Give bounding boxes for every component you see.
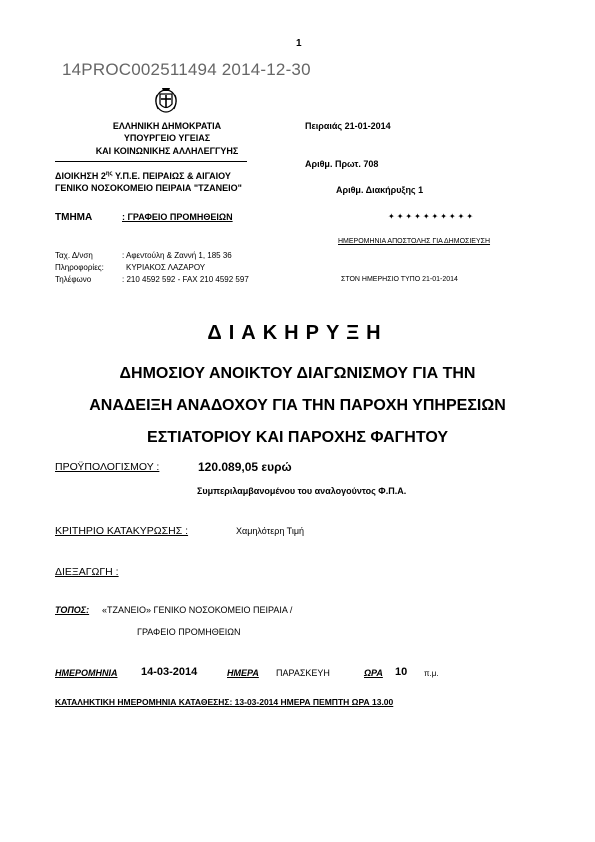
department-label: ΤΜΗΜΑ	[55, 212, 93, 223]
place-label: ΤΟΠΟΣ:	[55, 605, 90, 615]
subtitle-line-3: ΕΣΤΙΑΤΟΡΙΟΥ ΚΑΙ ΠΑΡΟΧΗΣ ΦΑΓΗΤΟΥ	[147, 429, 448, 446]
header-divider	[55, 161, 247, 162]
time-label: ΩΡΑ	[364, 668, 383, 678]
submission-deadline: ΚΑΤΑΛΗΚΤΙΚΗ ΗΜΕΡΟΜΗΝΙΑ ΚΑΤΑΘΕΣΗΣ: 13-03-2014 ΗΜΕΡΑ ΠΕΜΠΤΗ ΩΡΑ 13.00	[55, 697, 394, 707]
phone-label: Τηλέφωνο	[55, 275, 92, 284]
criterion-value: Χαμηλότερη Τιμή	[236, 526, 305, 536]
budget-value: 120.089,05 ευρώ	[198, 460, 292, 474]
header-line-administration: ΔΙΟΙΚΗΣΗ $2^{\eta\varsigma}$ Υ.Π.Ε. ΠΕΙΡΑΙΩΣ & ΑΙΓΑΙΟΥ	[55, 171, 231, 181]
budget-note: Συμπεριλαμβανομένου του αναλογούντος Φ.Π.Α.	[197, 486, 407, 496]
decorative-stars: ✦✦✦✦✦✦✦✦✦✦	[388, 212, 476, 221]
subtitle-line-1: ΔΗΜΟΣΙΟΥ ΑΝΟΙΚΤΟΥ ΔΙΑΓΩΝΙΣΜΟΥ ΓΙΑ ΤΗΝ	[119, 365, 476, 382]
document-stamp: 14PROC002511494 2014-12-30	[62, 60, 311, 79]
date-label: ΗΜΕΡΟΜΗΝΙΑ	[55, 668, 118, 678]
date-value: 14-03-2014	[141, 666, 198, 678]
subtitle-line-2: ΑΝΑΔΕΙΞΗ ΑΝΑΔΟΧΟΥ ΓΙΑ ΤΗΝ ΠΑΡΟΧΗ ΥΠΗΡΕΣΙΩΝ	[89, 397, 506, 414]
place-value-1: «ΤΖΑΝΕΙΟ» ΓΕΝΙΚΟ ΝΟΣΟΚΟΜΕΙΟ ΠΕΙΡΑΙΑ /	[102, 605, 293, 615]
header-line-ministry: ΥΠΟΥΡΓΕΙΟ ΥΓΕΙΑΣ	[123, 133, 211, 143]
info-value: ΚΥΡΙΑΚΟΣ ΛΑΖΑΡΟΥ	[126, 263, 206, 272]
coat-of-arms-icon	[150, 84, 182, 116]
day-value: ΠΑΡΑΣΚΕΥΗ	[276, 668, 330, 678]
day-label: ΗΜΕΡΑ	[227, 668, 259, 678]
address-label: Ταχ. Δ/νση	[55, 251, 93, 260]
document-date: Πειραιάς 21-01-2014	[305, 121, 391, 131]
address-value: : Αφεντούλη & Ζαννή 1, 185 36	[122, 251, 232, 260]
header-line-republic: ΕΛΛΗΝΙΚΗ ΔΗΜΟΚΡΑΤΙΑ	[112, 121, 222, 131]
header-line-solidarity: ΚΑΙ ΚΟΙΝΩΝΙΚΗΣ ΑΛΛΗΛΕΓΓΥΗΣ	[95, 146, 239, 156]
time-value: 10	[395, 666, 408, 678]
conduct-label: ΔΙΕΞΑΓΩΓΗ :	[55, 566, 119, 578]
press-note: ΣΤΟΝ ΗΜΕΡΗΣΙΟ ΤΥΠΟ 21-01-2014	[341, 276, 458, 283]
department-value: : ΓΡΑΦΕΙΟ ΠΡΟΜΗΘΕΙΩΝ	[122, 212, 233, 222]
page-number: 1	[296, 38, 302, 49]
place-value-2: ΓΡΑΦΕΙΟ ΠΡΟΜΗΘΕΙΩΝ	[137, 627, 241, 637]
protocol-number: Αριθμ. Πρωτ. 708	[305, 159, 379, 169]
page-title: ΔΙΑΚΗΡΥΞΗ	[207, 322, 388, 344]
header-line-hospital: ΓΕΝΙΚΟ ΝΟΣΟΚΟΜΕΙΟ ΠΕΙΡΑΙΑ "ΤΖΑΝΕΙΟ"	[55, 183, 242, 193]
criterion-label: ΚΡΙΤΗΡΙΟ ΚΑΤΑΚΥΡΩΣΗΣ :	[55, 525, 189, 537]
publication-date-label: ΗΜΕΡΟΜΗΝΙΑ ΑΠΟΣΤΟΛΗΣ ΓΙΑ ΔΗΜΟΣΙΕΥΣΗ	[338, 238, 491, 245]
phone-value: : 210 4592 592 - FAX 210 4592 597	[122, 275, 249, 284]
info-label: Πληροφορίες:	[55, 263, 104, 272]
tender-number: Αριθμ. Διακήρυξης 1	[336, 185, 424, 195]
time-suffix: π.μ.	[424, 669, 439, 678]
budget-label: ΠΡΟΫΠΟΛΟΓΙΣΜΟΥ :	[55, 461, 160, 473]
